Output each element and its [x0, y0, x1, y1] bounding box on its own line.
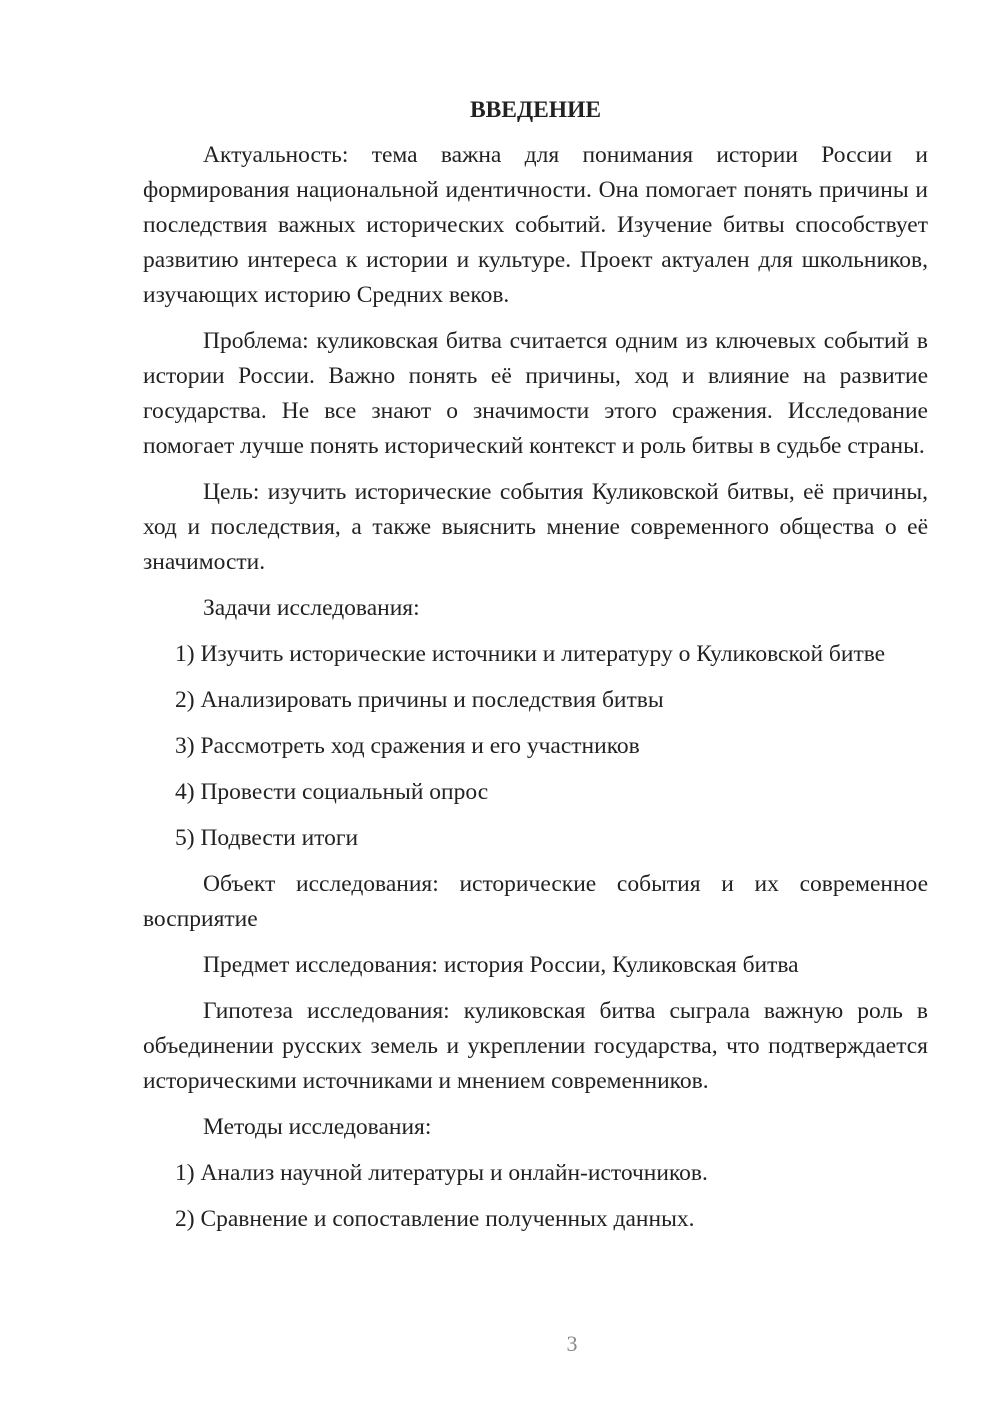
method-item-2: 2) Сравнение и сопоставление полученных данных.: [175, 1206, 695, 1232]
page-content: [143, 92, 928, 1248]
task-item-2: 2) Анализировать причины и последствия битвы: [175, 687, 664, 713]
methods-heading: Методы исследования:: [203, 1114, 432, 1140]
problem-paragraph: Проблема: куликовская битва считается одним из ключевых событий в истории России. Важно понять её причины, ход и влияние на развитие государства. Не все знают о значимости этого сражения. Исследование помогает лучше понять исторический контекст и роль битвы в судьбе страны.: [143, 328, 928, 459]
section-title: ВВЕДЕНИЕ: [469, 97, 602, 123]
task-item-4: 4) Провести социальный опрос: [175, 779, 489, 805]
task-item-5: 5) Подвести итоги: [175, 825, 359, 851]
page-number: 3: [566, 1331, 578, 1356]
object-paragraph: Объект исследования: исторические события и их современное восприятие: [143, 871, 928, 932]
subject-paragraph: Предмет исследования: история России, Куликовская битва: [203, 952, 799, 978]
hypothesis-paragraph: Гипотеза исследования: куликовская битва сыграла важную роль в объединении русских земель и укреплении государства, что подтверждается историческими источниками и мнением современников.: [143, 998, 928, 1094]
relevance-paragraph: Актуальность: тема важна для понимания истории России и формирования национальной идентичности. Она помогает понять причины и последствия важных исторических событий. Изучение битвы способствует развитию интереса к истории и культуре. Проект актуален для школьников, изучающих историю Средних веков.: [143, 142, 928, 308]
task-item-3: 3) Рассмотреть ход сражения и его участников: [175, 733, 640, 759]
method-item-1: 1) Анализ научной литературы и онлайн-источников.: [175, 1160, 708, 1186]
goal-paragraph: Цель: изучить исторические события Куликовской битвы, её причины, ход и последствия, а также выяснить мнение современного общества о её значимости.: [143, 479, 928, 575]
task-item-1: 1) Изучить исторические источники и литературу о Куликовской битве: [175, 641, 886, 667]
tasks-heading: Задачи исследования:: [203, 595, 420, 621]
